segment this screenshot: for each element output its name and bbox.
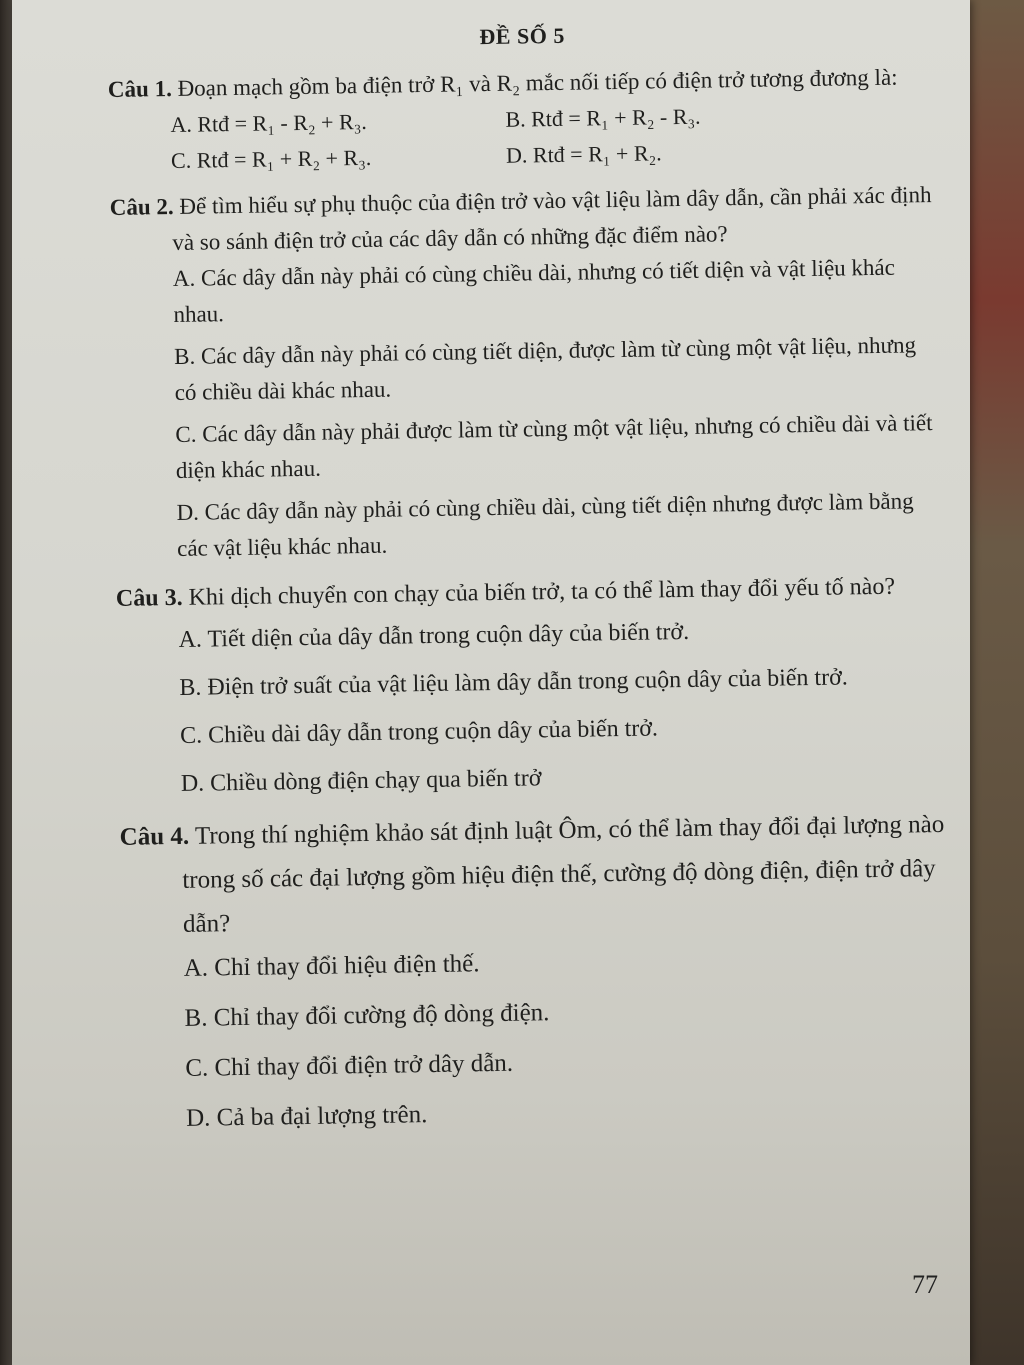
page-title: ĐỀ SỐ 5 [479, 22, 566, 50]
question-text: Để tìm hiểu sự phụ thuộc của điện trở vào vật liệu làm dây dẫn, cần phải xác định và so sánh điện trở của các dây dẫn có những đặc điểm nào? [172, 182, 932, 255]
option-b: B. Các dây dẫn này phải có cùng tiết diện, được làm từ cùng một vật liệu, nhưng có chiều dài khác nhau. [173, 332, 917, 405]
page-number: 77 [912, 1270, 938, 1299]
question-label: Câu 1. [107, 75, 173, 102]
question-text: Trong thí nghiệm khảo sát định luật Ôm, có thể làm thay đổi đại lượng nào trong số các đại lượng gồm hiệu điện thế, cường độ dòng điện, điện trở dây dẫn? [182, 810, 945, 938]
option-c: C. Rtđ = R₁ + R₂ + R₃. [170, 144, 372, 174]
book-page [12, 0, 970, 1365]
question-label: Câu 3. [115, 584, 183, 612]
option-a: A. Rtđ = R₁ - R₂ + R₃. [170, 108, 368, 138]
question-4 [119, 803, 954, 1142]
option-d: D. Cả ba đại lượng trên. [185, 1101, 428, 1132]
option-c: C. Chỉ thay đổi điện trở dây dẫn. [185, 1049, 514, 1082]
question-2 [110, 177, 946, 568]
question-text: Đoạn mạch gồm ba điện trở R₁ và R₂ mắc nối tiếp có điện trở tương đương là: [177, 64, 898, 101]
option-b: B. Rtđ = R₁ + R₂ - R₃. [505, 103, 701, 132]
option-c: C. Chiều dài dây dẫn trong cuộn dây của biến trở. [179, 715, 659, 749]
option-b: B. Điện trở suất của vật liệu làm dây dẫn trong cuộn dây của biến trở. [179, 664, 848, 701]
question-text: Khi dịch chuyển con chạy của biến trở, ta có thể làm thay đổi yếu tố nào? [188, 573, 896, 611]
option-c: C. Các dây dẫn này phải được làm từ cùng một vật liệu, nhưng có chiều dài và tiết diện khác nhau. [175, 410, 933, 483]
question-3 [116, 565, 949, 806]
option-d: D. Các dây dẫn này phải có cùng chiều dài, cùng tiết diện nhưng được làm bằng các vật liệu khác nhau. [176, 488, 914, 561]
option-a: A. Tiết diện của dây dẫn trong cuộn dây của biến trở. [178, 618, 690, 653]
option-a: A. Chỉ thay đổi hiệu điện thế. [183, 950, 480, 982]
question-1 [108, 59, 940, 180]
option-a: A. Các dây dẫn này phải có cùng chiều dài, nhưng có tiết diện và vật liệu khác nhau. [172, 254, 896, 327]
option-d: D. Chiều dòng điện chạy qua biến trở [180, 765, 542, 797]
option-b: B. Chỉ thay đổi cường độ dòng điện. [184, 999, 550, 1032]
option-d: D. Rtđ = R₁ + R₂. [505, 140, 662, 168]
answer-options [108, 95, 939, 180]
question-label: Câu 2. [109, 193, 174, 220]
page-content [107, 17, 955, 1152]
question-label: Câu 4. [119, 822, 190, 851]
